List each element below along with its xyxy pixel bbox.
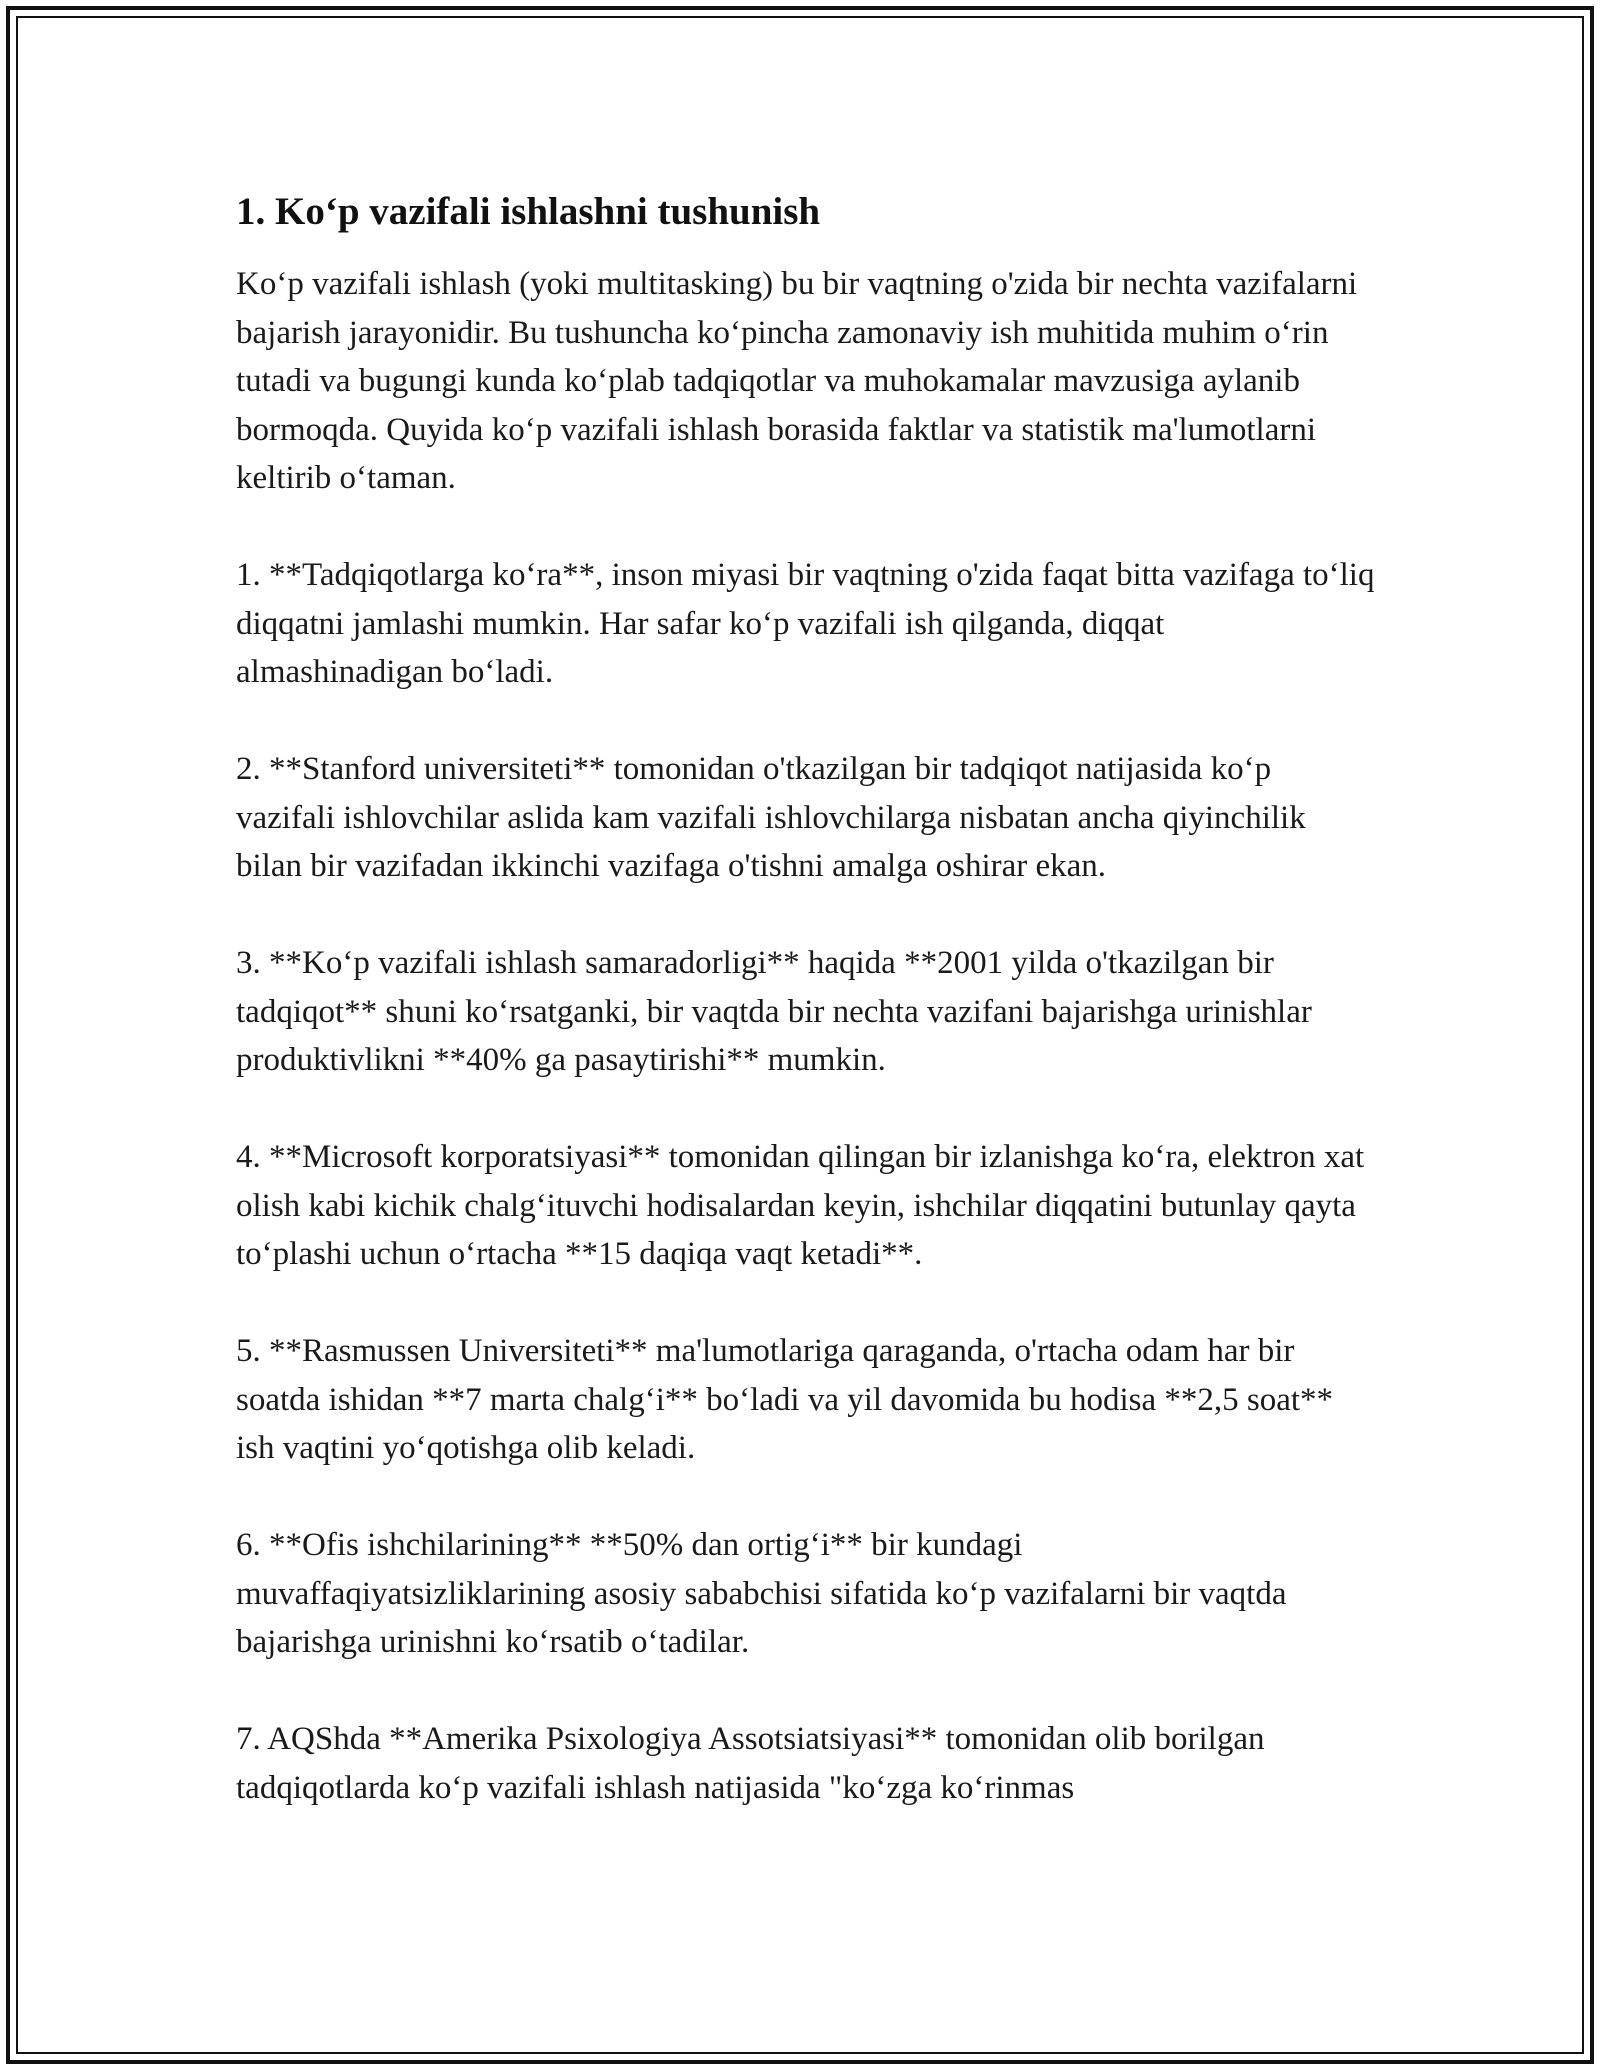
section-heading: 1. Koʻp vazifali ishlashni tushunish (236, 190, 821, 233)
intro-paragraph: Koʻp vazifali ishlash (yoki multitasking) bu bir vaqtning o'zida bir nechta vazifalarni bajarish jarayonidir. Bu tushuncha koʻpincha zamonaviy ish muhitida muhim oʻrin tutadi va bugungi kunda koʻplab tadqiqotlar va muhokamalar mavzusiga aylanib bormoqda. Quyida koʻp vazifali ishlash borasida faktlar va statistik ma'lumotlarni keltirib oʻtaman. (236, 266, 1358, 496)
fact-paragraph-7: 7. AQShda **Amerika Psixologiya Assotsiatsiyasi** tomonidan olib borilgan tadqiqotlarda koʻp vazifali ishlash natijasida "koʻzga koʻrinmas (236, 1721, 1265, 1806)
fact-paragraph-2: 2. **Stanford universiteti** tomonidan o'tkazilgan bir tadqiqot natijasida koʻp vazifali ishlovchilar aslida kam vazifali ishlovchilarga nisbatan ancha qiyinchilik bilan bir vazifadan ikkinchi vazifaga o'tishni amalga oshirar ekan. (236, 751, 1306, 884)
fact-paragraph-4: 4. **Microsoft korporatsiyasi** tomonidan qilingan bir izlanishga koʻra, elektron xat olish kabi kichik chalgʻituvchi hodisalardan keyin, ishchilar diqqatini butunlay qayta toʻplashi uchun oʻrtacha **15 daqiqa vaqt ketadi**. (236, 1139, 1365, 1272)
fact-paragraph-3: 3. **Koʻp vazifali ishlash samaradorligi** haqida **2001 yilda o'tkazilgan bir tadqiqot** shuni koʻrsatganki, bir vaqtda bir nechta vazifani bajarishga urinishlar produktivlikni **40% ga pasaytirishi** mumkin. (236, 945, 1312, 1078)
fact-paragraph-6: 6. **Ofis ishchilarining** **50% dan ortigʻi** bir kundagi muvaffaqiyatsizliklarining asosiy sababchisi sifatida koʻp vazifalarni bir vaqtda bajarishga urinishni koʻrsatib oʻtadilar. (236, 1527, 1287, 1660)
fact-paragraph-1: 1. **Tadqiqotlarga koʻra**, inson miyasi bir vaqtning o'zida faqat bitta vazifaga toʻliq diqqatni jamlashi mumkin. Har safar koʻp vazifali ish qilganda, diqqat almashinadigan boʻladi. (236, 557, 1375, 690)
document-body (236, 186, 1376, 1861)
fact-paragraph-5: 5. **Rasmussen Universiteti** ma'lumotlariga qaraganda, o'rtacha odam har bir soatda ishidan **7 marta chalgʻi** boʻladi va yil davomida bu hodisa **2,5 soat** ish vaqtini yoʻqotishga olib keladi. (236, 1333, 1334, 1466)
